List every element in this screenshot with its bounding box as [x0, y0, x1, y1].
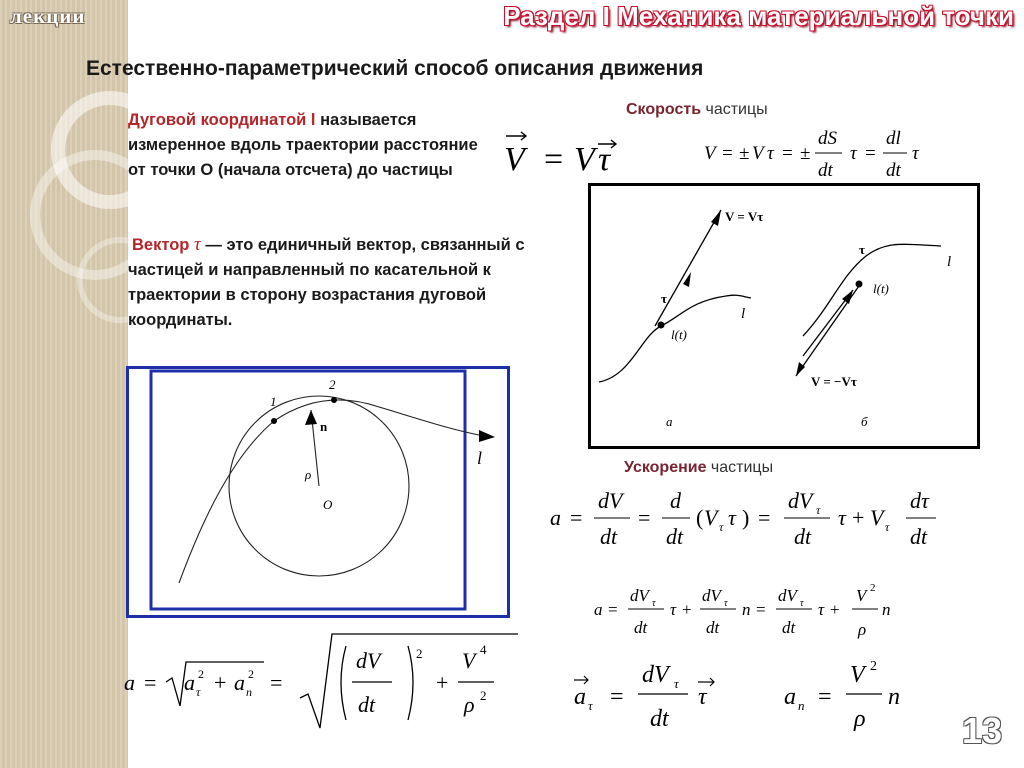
svg-text:±: ±: [739, 143, 750, 164]
page-number: 13: [961, 710, 1002, 751]
svg-text:dt: dt: [886, 160, 901, 181]
svg-text:a: a: [234, 670, 245, 695]
formula-acceleration-magnitude: [120, 624, 520, 734]
svg-text:dt: dt: [706, 618, 720, 637]
svg-text:V: V: [504, 141, 525, 178]
svg-text:V: V: [462, 648, 476, 673]
svg-text:+: +: [436, 670, 449, 695]
svg-text:n: n: [888, 684, 900, 710]
svg-text:n: n: [246, 685, 252, 699]
fig-b-v-label: V = −Vτ: [811, 374, 857, 389]
svg-text:dS: dS: [818, 128, 837, 149]
svg-text:V: V: [850, 662, 865, 688]
svg-text:dV: dV: [630, 586, 649, 605]
svg-text:2: 2: [416, 646, 423, 661]
svg-text:n: n: [798, 698, 805, 713]
trajectory-l-label: l: [477, 448, 483, 468]
svg-text:a: a: [594, 600, 603, 619]
svg-text:ρ: ρ: [464, 692, 475, 717]
svg-text:±: ±: [800, 143, 811, 164]
formula-velocity-vector: [498, 126, 628, 182]
svg-text:τ: τ: [724, 598, 728, 609]
fig-a-lt-label: l(t): [671, 327, 687, 342]
normal-n-label: n: [320, 419, 328, 434]
svg-text:τ: τ: [674, 676, 679, 691]
svg-text:τ: τ: [728, 505, 736, 530]
curvature-diagram: [129, 369, 507, 615]
svg-text:τ: τ: [800, 598, 804, 609]
svg-text:τ: τ: [838, 505, 846, 530]
svg-text:dt: dt: [666, 524, 684, 549]
svg-text:τ: τ: [850, 143, 857, 164]
svg-text:dl: dl: [886, 128, 901, 149]
svg-text:τ: τ: [588, 698, 593, 713]
svg-text:=: =: [818, 684, 832, 710]
svg-text:V: V: [704, 505, 718, 530]
svg-text:): ): [742, 505, 750, 530]
velocity-label-bold: Скорость: [626, 101, 702, 118]
svg-text:=: =: [570, 505, 583, 530]
svg-text:=: =: [782, 143, 793, 164]
svg-text:=: =: [722, 143, 733, 164]
tau-symbol: τ: [193, 234, 201, 255]
svg-text:ρ: ρ: [854, 706, 866, 732]
svg-text:=: =: [144, 670, 157, 695]
svg-text:=: =: [758, 505, 771, 530]
svg-text:a: a: [550, 505, 561, 530]
svg-text:=: =: [610, 684, 624, 710]
acceleration-label: [624, 459, 773, 477]
svg-text:+: +: [830, 600, 840, 619]
svg-text:τ: τ: [652, 598, 656, 609]
svg-text:V: V: [856, 586, 867, 605]
formula-acceleration-components: [592, 577, 952, 643]
svg-text:n: n: [882, 600, 891, 619]
fig-b-lt-label: l(t): [873, 281, 889, 296]
svg-text:a: a: [124, 670, 135, 695]
svg-text:2: 2: [870, 659, 877, 674]
svg-text:dt: dt: [794, 524, 812, 549]
svg-text:dt: dt: [650, 706, 669, 732]
vector-tau-definition: [128, 232, 536, 333]
svg-text:a: a: [184, 670, 195, 695]
velocity-label: [626, 101, 768, 119]
section-title: Раздел I Механика материальной точки: [503, 1, 1014, 31]
svg-text:+: +: [852, 505, 865, 530]
svg-text:τ: τ: [719, 520, 724, 534]
svg-text:τ: τ: [698, 684, 707, 710]
svg-text:a: a: [574, 684, 586, 710]
svg-text:=: =: [865, 143, 876, 164]
svg-text:V: V: [704, 143, 716, 164]
svg-text:dt: dt: [634, 618, 648, 637]
acceleration-label-bold: Ускорение: [624, 459, 707, 476]
svg-text:τ: τ: [912, 143, 919, 164]
vector-tau-text: — это единичный вектор, связанный с частицей и направленный по касательной к траектории в сторону возрастания дуговой координаты.: [128, 236, 525, 329]
velocity-direction-figure: [588, 183, 980, 449]
lectures-label: лекции: [10, 4, 86, 28]
svg-text:(: (: [696, 505, 704, 530]
center-o-label: O: [323, 497, 333, 512]
svg-text:dV: dV: [598, 488, 623, 513]
velocity-direction-diagram: [591, 186, 977, 446]
svg-text:dV: dV: [702, 586, 721, 605]
svg-text:τ: τ: [818, 600, 825, 619]
svg-text:dt: dt: [910, 524, 928, 549]
svg-text:=: =: [544, 141, 564, 178]
svg-text:τ: τ: [196, 685, 201, 699]
svg-text:4: 4: [480, 642, 487, 657]
svg-text:n: n: [742, 600, 751, 619]
svg-text:dt: dt: [358, 692, 376, 717]
arc-coordinate-definition: [128, 108, 498, 183]
svg-text:τ: τ: [885, 520, 890, 534]
acceleration-label-rest: частицы: [706, 459, 774, 476]
svg-text:=: =: [638, 505, 651, 530]
arc-coordinate-term: Дуговой координатой l: [128, 111, 316, 129]
fig-a-tau-label: τ: [661, 291, 667, 306]
svg-text:dV: dV: [356, 648, 381, 673]
fig-a-l-label: l: [741, 306, 746, 322]
formula-tangential-acceleration: [570, 652, 740, 738]
svg-text:=: =: [608, 600, 618, 619]
fig-b-l-label: l: [947, 254, 952, 270]
point-2-label: 2: [329, 377, 336, 392]
svg-text:V: V: [752, 143, 764, 164]
formula-normal-acceleration: [780, 652, 920, 738]
svg-text:τ: τ: [816, 503, 821, 517]
svg-text:dt: dt: [600, 524, 618, 549]
curvature-figure: [126, 366, 510, 618]
svg-text:dτ: dτ: [910, 488, 929, 513]
fig-b-caption: б: [861, 414, 868, 429]
svg-text:2: 2: [480, 688, 487, 703]
slide-title: Естественно-параметрический способ описания движения: [86, 57, 704, 80]
svg-text:a: a: [784, 684, 796, 710]
svg-text:=: =: [756, 600, 766, 619]
fig-a-v-label: V = Vτ: [725, 209, 764, 224]
svg-text:=: =: [270, 670, 283, 695]
svg-text:2: 2: [248, 667, 254, 681]
formula-acceleration-full: [548, 482, 968, 552]
rho-label: ρ: [305, 467, 312, 482]
svg-text:d: d: [670, 488, 681, 513]
arc-coordinate-text: называется измеренное вдоль траектории расстояние от точки О (начала отсчета) до частицы: [128, 111, 478, 179]
svg-text:dt: dt: [818, 160, 833, 181]
svg-text:τ: τ: [767, 143, 774, 164]
svg-text:+: +: [214, 670, 227, 695]
svg-text:dt: dt: [782, 618, 796, 637]
svg-text:ρ: ρ: [858, 620, 867, 639]
fig-a-caption: a: [666, 414, 673, 429]
svg-text:dV: dV: [778, 586, 797, 605]
svg-text:τ: τ: [670, 600, 677, 619]
fig-b-tau-label: τ: [859, 242, 865, 257]
formula-velocity-scalar: [702, 122, 972, 184]
svg-text:2: 2: [870, 582, 876, 594]
svg-text:V: V: [574, 141, 595, 178]
svg-text:2: 2: [198, 667, 204, 681]
svg-text:τ: τ: [598, 141, 611, 178]
svg-text:dV: dV: [642, 662, 669, 688]
velocity-label-rest: частицы: [701, 101, 768, 118]
vector-tau-term: Вектор: [132, 236, 190, 254]
point-1-label: 1: [270, 394, 277, 409]
svg-text:V: V: [870, 505, 884, 530]
svg-text:+: +: [682, 600, 692, 619]
svg-text:dV: dV: [788, 488, 813, 513]
